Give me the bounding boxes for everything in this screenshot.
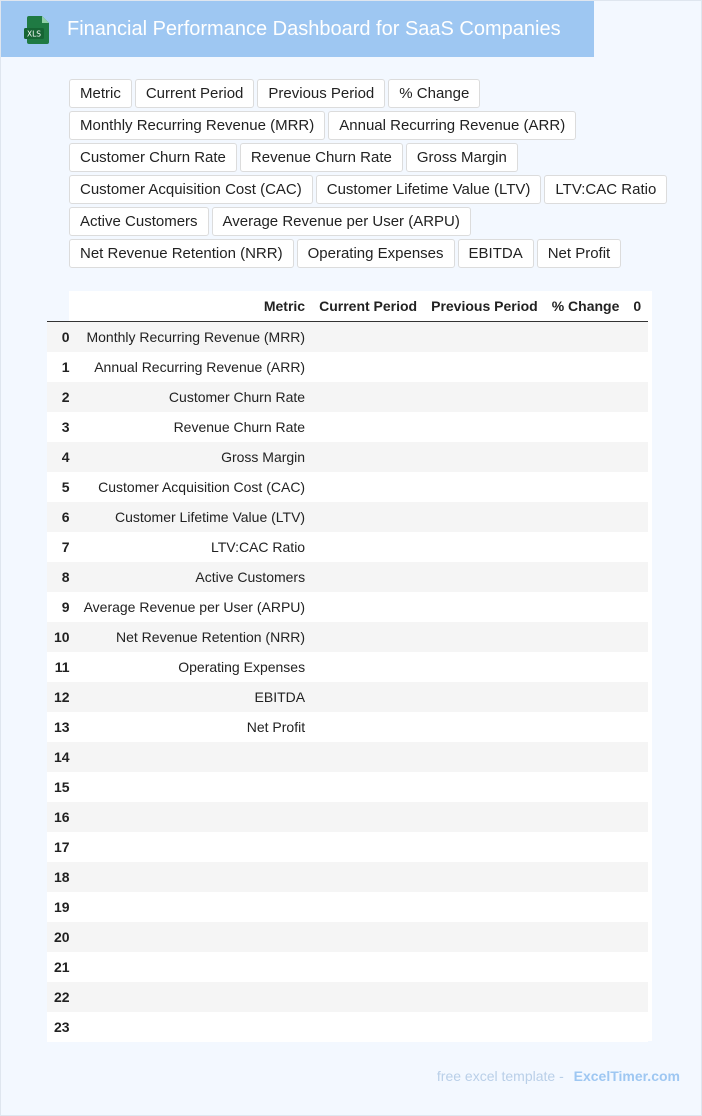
table-cell xyxy=(312,562,424,592)
table-cell xyxy=(626,322,648,353)
table-cell xyxy=(312,412,424,442)
table-cell xyxy=(424,442,545,472)
table-row xyxy=(47,772,648,802)
page-title: Financial Performance Dashboard for SaaS Companies xyxy=(67,18,561,40)
row-index: 2 xyxy=(47,382,77,412)
metric-cell: EBITDA xyxy=(77,682,313,712)
row-index: 22 xyxy=(47,982,77,1012)
table-cell xyxy=(626,382,648,412)
metric-cell xyxy=(77,982,313,1012)
table-cell xyxy=(626,1012,648,1042)
table-row xyxy=(47,502,648,532)
table-cell xyxy=(626,442,648,472)
table-cell xyxy=(545,442,627,472)
row-index: 7 xyxy=(47,532,77,562)
metric-cell xyxy=(77,1012,313,1042)
table-cell xyxy=(626,682,648,712)
column-chip[interactable]: % Change xyxy=(388,79,480,108)
table-cell xyxy=(626,952,648,982)
table-cell xyxy=(424,682,545,712)
table-row xyxy=(47,532,648,562)
metric-cell: Average Revenue per User (ARPU) xyxy=(77,592,313,622)
table-cell xyxy=(545,592,627,622)
row-index: 4 xyxy=(47,442,77,472)
table-cell xyxy=(312,862,424,892)
row-index: 9 xyxy=(47,592,77,622)
table-cell xyxy=(424,412,545,442)
table-cell xyxy=(545,1012,627,1042)
column-chip[interactable]: Active Customers xyxy=(69,207,209,236)
table-row xyxy=(47,952,648,982)
table-cell xyxy=(424,382,545,412)
footer-credit xyxy=(437,1068,680,1084)
table-cell xyxy=(424,1012,545,1042)
metric-cell xyxy=(77,922,313,952)
table-cell xyxy=(626,412,648,442)
row-index: 5 xyxy=(47,472,77,502)
column-chip[interactable]: Gross Margin xyxy=(406,143,518,172)
table-cell xyxy=(312,712,424,742)
table-cell xyxy=(545,502,627,532)
table-cell xyxy=(424,532,545,562)
table-cell xyxy=(626,982,648,1012)
table-cell xyxy=(424,772,545,802)
table-row xyxy=(47,892,648,922)
metric-cell xyxy=(77,862,313,892)
table-cell xyxy=(626,772,648,802)
column-chip[interactable]: LTV:CAC Ratio xyxy=(544,175,667,204)
table-cell xyxy=(545,742,627,772)
table-row xyxy=(47,472,648,502)
table-cell xyxy=(312,802,424,832)
table-row xyxy=(47,382,648,412)
table-cell xyxy=(545,322,627,353)
table-cell xyxy=(424,502,545,532)
table-cell xyxy=(424,832,545,862)
footer-link[interactable]: ExcelTimer.com xyxy=(573,1068,680,1084)
table-cell xyxy=(545,682,627,712)
table-row xyxy=(47,922,648,952)
row-index: 13 xyxy=(47,712,77,742)
table-cell xyxy=(626,472,648,502)
row-index: 21 xyxy=(47,952,77,982)
row-index: 16 xyxy=(47,802,77,832)
table-row xyxy=(47,652,648,682)
row-index: 11 xyxy=(47,652,77,682)
table-cell xyxy=(545,802,627,832)
metric-cell xyxy=(77,832,313,862)
column-chip[interactable]: Revenue Churn Rate xyxy=(240,143,403,172)
row-index: 19 xyxy=(47,892,77,922)
row-index: 23 xyxy=(47,1012,77,1042)
table-cell xyxy=(626,802,648,832)
table-cell xyxy=(312,982,424,1012)
row-index: 12 xyxy=(47,682,77,712)
table-header-row xyxy=(47,291,648,322)
footer-text: free excel template - xyxy=(436,1068,564,1084)
row-index: 3 xyxy=(47,412,77,442)
metrics-table xyxy=(47,291,648,1042)
table-cell xyxy=(626,352,648,382)
table-row xyxy=(47,682,648,712)
table-cell xyxy=(312,442,424,472)
table-row xyxy=(47,322,648,353)
table-cell xyxy=(424,862,545,892)
table-cell xyxy=(545,862,627,892)
table-cell xyxy=(312,592,424,622)
table-cell xyxy=(545,772,627,802)
metric-cell: Monthly Recurring Revenue (MRR) xyxy=(77,322,313,353)
table-row xyxy=(47,352,648,382)
column-chip[interactable]: Net Revenue Retention (NRR) xyxy=(69,239,294,268)
table-cell xyxy=(312,952,424,982)
metric-cell: LTV:CAC Ratio xyxy=(77,532,313,562)
column-header: % Change xyxy=(545,291,627,322)
column-chip[interactable]: Monthly Recurring Revenue (MRR) xyxy=(69,111,325,140)
column-chip[interactable]: Average Revenue per User (ARPU) xyxy=(212,207,471,236)
column-chip-list xyxy=(69,79,684,271)
column-chip[interactable]: Net Profit xyxy=(537,239,622,268)
table-body xyxy=(47,322,648,1043)
table-cell xyxy=(424,892,545,922)
metric-cell: Gross Margin xyxy=(77,442,313,472)
table-cell xyxy=(545,472,627,502)
table-cell xyxy=(626,832,648,862)
metric-cell xyxy=(77,892,313,922)
table-cell xyxy=(545,952,627,982)
table-cell xyxy=(545,352,627,382)
table-cell xyxy=(545,922,627,952)
table-cell xyxy=(424,982,545,1012)
table-row xyxy=(47,802,648,832)
row-index: 8 xyxy=(47,562,77,592)
table-cell xyxy=(626,742,648,772)
table-cell xyxy=(312,892,424,922)
table-row xyxy=(47,442,648,472)
table-cell xyxy=(312,622,424,652)
metric-cell: Active Customers xyxy=(77,562,313,592)
table-cell xyxy=(424,742,545,772)
table-cell xyxy=(424,712,545,742)
table-row xyxy=(47,622,648,652)
table-cell xyxy=(626,562,648,592)
table-cell xyxy=(424,592,545,622)
table-cell xyxy=(545,382,627,412)
metric-cell xyxy=(77,952,313,982)
table-row xyxy=(47,832,648,862)
table-cell xyxy=(626,592,648,622)
row-index: 18 xyxy=(47,862,77,892)
table-cell xyxy=(312,382,424,412)
table-row xyxy=(47,592,648,622)
column-chip[interactable]: Metric xyxy=(69,79,132,108)
table-cell xyxy=(626,502,648,532)
column-chip[interactable]: Previous Period xyxy=(257,79,385,108)
table-cell xyxy=(312,532,424,562)
metric-cell: Net Revenue Retention (NRR) xyxy=(77,622,313,652)
metric-cell xyxy=(77,742,313,772)
row-index: 14 xyxy=(47,742,77,772)
table-cell xyxy=(424,952,545,982)
excel-file-icon xyxy=(24,15,50,45)
table-cell xyxy=(545,652,627,682)
table-row xyxy=(47,1012,648,1042)
column-header: Metric xyxy=(77,291,313,322)
index-column-header xyxy=(47,291,77,322)
metric-cell: Customer Lifetime Value (LTV) xyxy=(77,502,313,532)
table-cell xyxy=(424,472,545,502)
metric-cell: Operating Expenses xyxy=(77,652,313,682)
row-index: 15 xyxy=(47,772,77,802)
table-cell xyxy=(312,1012,424,1042)
table-cell xyxy=(545,622,627,652)
table-cell xyxy=(424,322,545,353)
metric-cell: Net Profit xyxy=(77,712,313,742)
row-index: 6 xyxy=(47,502,77,532)
table-cell xyxy=(312,472,424,502)
table-cell xyxy=(312,652,424,682)
table-row xyxy=(47,742,648,772)
table-row xyxy=(47,712,648,742)
title-banner xyxy=(1,1,594,57)
table-row xyxy=(47,862,648,892)
metric-cell xyxy=(77,772,313,802)
row-index: 20 xyxy=(47,922,77,952)
table-cell xyxy=(626,892,648,922)
table-cell xyxy=(545,832,627,862)
metric-cell: Annual Recurring Revenue (ARR) xyxy=(77,352,313,382)
table-cell xyxy=(424,652,545,682)
column-chip[interactable]: Current Period xyxy=(135,79,255,108)
table-row xyxy=(47,562,648,592)
column-chip[interactable]: Operating Expenses xyxy=(297,239,455,268)
table-cell xyxy=(312,742,424,772)
row-index: 10 xyxy=(47,622,77,652)
data-table-container[interactable] xyxy=(54,291,652,1041)
metric-cell: Customer Acquisition Cost (CAC) xyxy=(77,472,313,502)
table-cell xyxy=(626,622,648,652)
table-cell xyxy=(545,712,627,742)
metric-cell xyxy=(77,802,313,832)
row-index: 1 xyxy=(47,352,77,382)
column-header: 0 xyxy=(626,291,648,322)
column-chip[interactable]: Customer Churn Rate xyxy=(69,143,237,172)
table-cell xyxy=(312,772,424,802)
table-cell xyxy=(626,532,648,562)
row-index: 17 xyxy=(47,832,77,862)
column-header: Previous Period xyxy=(424,291,545,322)
table-cell xyxy=(545,412,627,442)
column-chip[interactable]: Customer Lifetime Value (LTV) xyxy=(316,175,542,204)
table-cell xyxy=(424,802,545,832)
table-cell xyxy=(424,562,545,592)
table-cell xyxy=(312,502,424,532)
table-cell xyxy=(424,622,545,652)
column-chip[interactable]: Customer Acquisition Cost (CAC) xyxy=(69,175,313,204)
column-chip[interactable]: EBITDA xyxy=(458,239,534,268)
metric-cell: Customer Churn Rate xyxy=(77,382,313,412)
table-cell xyxy=(626,922,648,952)
column-header: Current Period xyxy=(312,291,424,322)
table-cell xyxy=(545,892,627,922)
table-row xyxy=(47,412,648,442)
xls-label: XLS xyxy=(26,29,42,39)
table-cell xyxy=(424,922,545,952)
table-cell xyxy=(312,682,424,712)
table-cell xyxy=(626,712,648,742)
row-index: 0 xyxy=(47,322,77,353)
table-cell xyxy=(626,652,648,682)
table-cell xyxy=(545,982,627,1012)
table-cell xyxy=(312,352,424,382)
table-cell xyxy=(545,562,627,592)
table-cell xyxy=(312,832,424,862)
table-cell xyxy=(626,862,648,892)
table-cell xyxy=(312,922,424,952)
metric-cell: Revenue Churn Rate xyxy=(77,412,313,442)
table-cell xyxy=(424,352,545,382)
table-cell xyxy=(312,322,424,353)
column-chip[interactable]: Annual Recurring Revenue (ARR) xyxy=(328,111,576,140)
table-row xyxy=(47,982,648,1012)
table-cell xyxy=(545,532,627,562)
